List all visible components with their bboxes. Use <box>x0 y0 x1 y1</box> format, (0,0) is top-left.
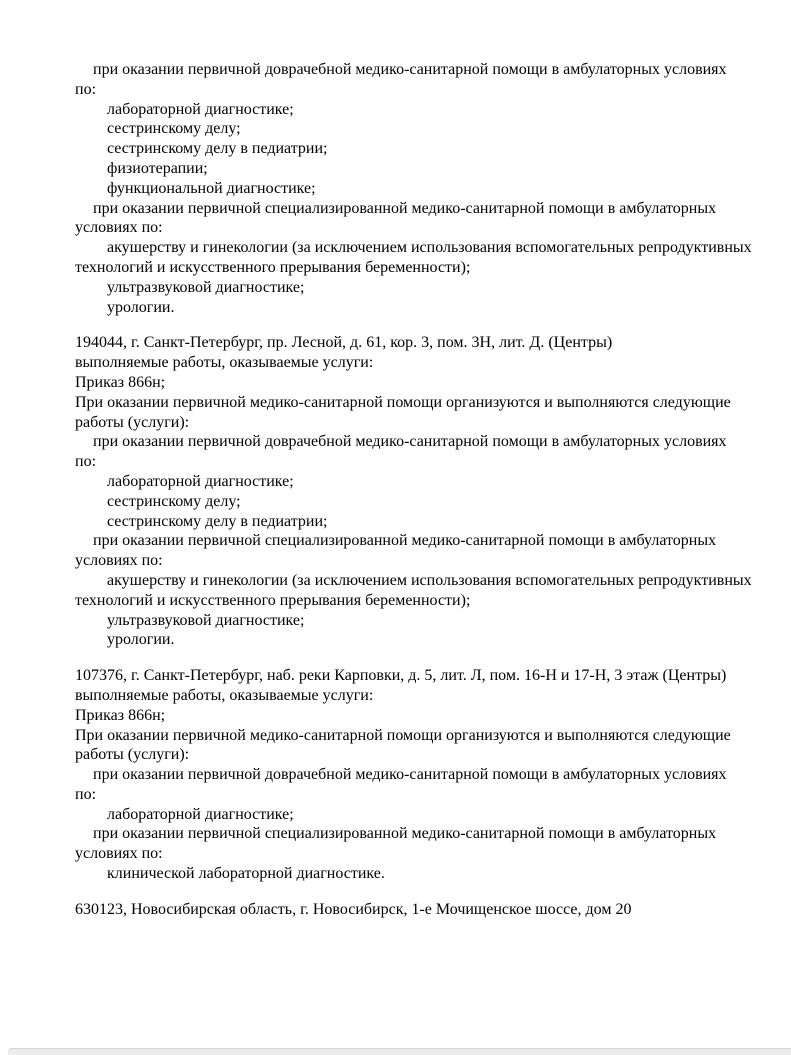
text-line: по: <box>75 80 97 98</box>
text-line: лабораторной диагностике; <box>107 100 294 118</box>
text-line: сестринскому делу; <box>107 120 241 138</box>
text-line: выполняемые работы, оказываемые услуги: <box>75 686 374 704</box>
text-line: условиях по: <box>75 845 163 863</box>
text-line: При оказании первичной медико-санитарной помощи организуются и выполняются следующие <box>75 393 731 411</box>
text-line: при оказании первичной специализированной медико-санитарной помощи в амбулаторных <box>93 532 717 550</box>
text-line: при оказании первичной специализированной медико-санитарной помощи в амбулаторных <box>93 825 717 843</box>
text-line: акушерству и гинекологии (за исключением использования вспомогательных репродуктивных <box>107 571 752 589</box>
text-line: При оказании первичной медико-санитарной помощи организуются и выполняются следующие <box>75 726 731 744</box>
text-line: условиях по: <box>75 219 163 237</box>
license-address-block <box>75 60 781 317</box>
text-line: при оказании первичной доврачебной медико-санитарной помощи в амбулаторных условиях <box>93 433 727 451</box>
text-line: условиях по: <box>75 552 163 570</box>
text-line: лабораторной диагностике; <box>107 805 294 823</box>
text-line: выполняемые работы, оказываемые услуги: <box>75 354 374 372</box>
text-line: урологии. <box>107 298 175 316</box>
address-line: 630123, Новосибирская область, г. Новосибирск, 1-е Мочищенское шоссе, дом 20 <box>75 900 632 918</box>
text-line: Приказ 866н; <box>75 373 166 391</box>
text-line: работы (услуги): <box>75 746 190 764</box>
text-line: при оказании первичной доврачебной медико-санитарной помощи в амбулаторных условиях <box>93 61 727 78</box>
text-line: при оказании первичной специализированной медико-санитарной помощи в амбулаторных <box>93 199 717 217</box>
license-address-block <box>75 666 781 884</box>
text-line: сестринскому делу; <box>107 492 241 510</box>
text-line: по: <box>75 453 97 471</box>
text-line: акушерству и гинекологии (за исключением использования вспомогательных репродуктивных <box>107 239 752 257</box>
text-line: ультразвуковой диагностике; <box>107 611 305 629</box>
text-line: лабораторной диагностике; <box>107 472 294 490</box>
license-address-block <box>75 900 781 920</box>
text-line: сестринскому делу в педиатрии; <box>107 512 328 530</box>
text-line: технологий и искусственного прерывания беременности); <box>75 591 471 609</box>
text-line: по: <box>75 785 97 803</box>
license-document-text <box>75 60 781 936</box>
text-line: функциональной диагностике; <box>107 179 316 197</box>
text-line: физиотерапии; <box>107 159 208 177</box>
text-line: при оказании первичной доврачебной медико-санитарной помощи в амбулаторных условиях <box>93 766 727 784</box>
address-line: 194044, г. Санкт-Петербург, пр. Лесной, д. 61, кор. 3, пом. 3Н, лит. Д. (Центры) <box>75 334 613 352</box>
text-line: урологии. <box>107 631 175 649</box>
text-line: Приказ 866н; <box>75 706 166 724</box>
text-line: ультразвуковой диагностике; <box>107 278 305 296</box>
text-line: работы (услуги): <box>75 413 190 431</box>
text-line: технологий и искусственного прерывания беременности); <box>75 258 471 276</box>
address-line: 107376, г. Санкт-Петербург, наб. реки Карповки, д. 5, лит. Л, пом. 16-Н и 17-Н, 3 этаж (Центры) <box>75 667 727 685</box>
license-address-block <box>75 333 781 650</box>
text-line: клинической лабораторной диагностике. <box>107 865 385 883</box>
horizontal-scrollbar-track[interactable] <box>8 1048 791 1055</box>
text-line: сестринскому делу в педиатрии; <box>107 140 328 158</box>
